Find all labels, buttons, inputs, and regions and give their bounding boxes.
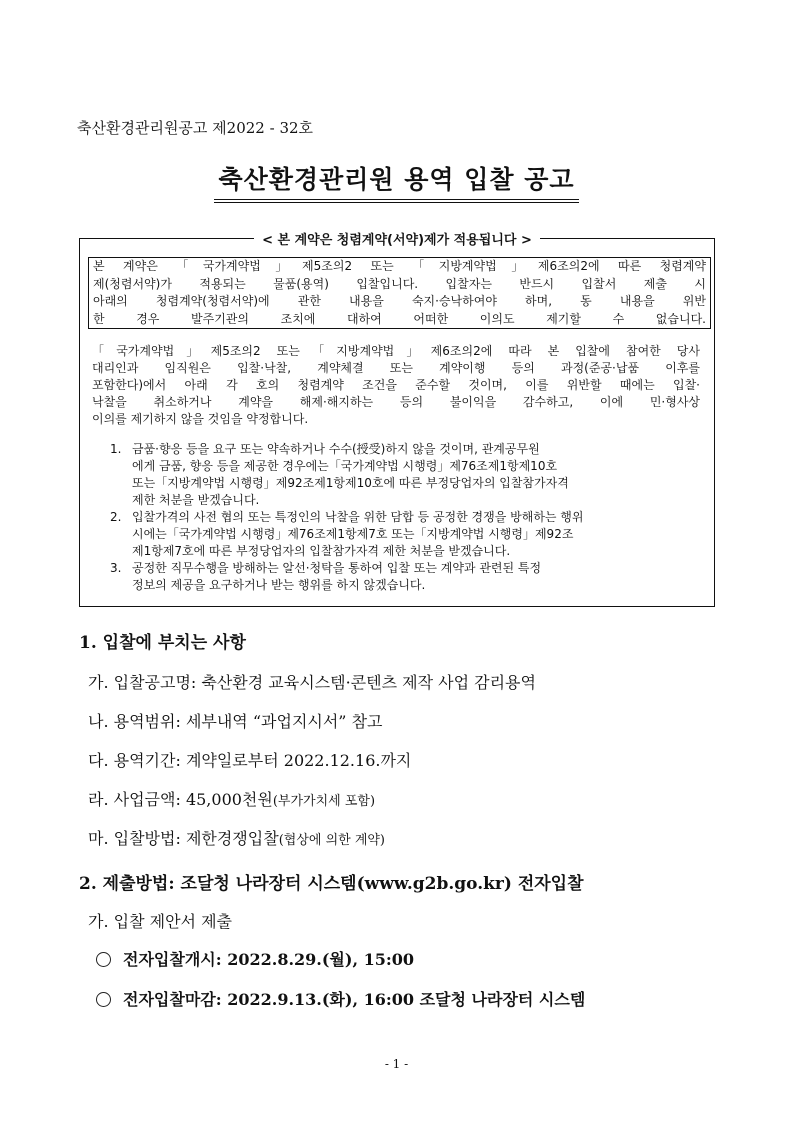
section-2-heading: 2. 제출방법: 조달청 나라장터 시스템(www.g2b.go.kr) 전자입찰: [79, 874, 584, 894]
pledge-item-number: 2.: [110, 510, 122, 524]
budget-value: 45,000천원: [185, 790, 273, 809]
proposal-submission-label: 가. 입찰 제안서 제출: [88, 912, 232, 931]
bid-title-row: [88, 670, 536, 693]
service-scope-value: 세부내역 “과업지시서” 참고: [185, 712, 383, 731]
pledge-item: [110, 560, 702, 594]
integrity-notice-line: 제(청렴서약)가 적용되는 물품(용역) 입찰입니다. 입찰자는 반드시 입찰서 제출 시: [93, 276, 706, 291]
integrity-notice-line: 한 경우 발주기관의 조치에 대하여 어떠한 이의도 제기할 수 없습니다.: [93, 311, 706, 326]
bid-close-item: [96, 987, 585, 1010]
bid-close-text: 전자입찰마감: 2022.9.13.(화), 16:00 조달청 나라장터 시스템: [123, 990, 586, 1009]
pledge-item-line: 입찰가격의 사전 협의 또는 특정인의 낙찰을 위한 담합 등 공정한 경쟁을 방해하는 행위: [132, 510, 584, 524]
integrity-box-heading: [80, 229, 714, 248]
integrity-notice-line: 본 계약은 「국가계약법」제5조의2 또는 「지방계약법」제6조의2에 따른 청렴계약: [93, 259, 706, 273]
bid-method-note: (협상에 의한 계약): [278, 833, 386, 848]
integrity-contract-box: [79, 233, 715, 607]
pledge-item-line: 또는「지방계약법 시행령」제92조제1항제10호에 따른 부정당업자의 입찰참가자격: [132, 476, 569, 490]
pledge-item-line: 시에는「국가계약법 시행령」제76조제1항제7호 또는「지방계약법 시행령」제92조: [132, 527, 574, 541]
service-scope-label: 나. 용역범위:: [88, 712, 186, 731]
pledge-item-line: 에게 금품, 향응 등을 제공한 경우에는「국가계약법 시행령」제76조제1항제10호: [132, 459, 558, 473]
pledge-item-number: 3.: [110, 561, 122, 575]
pledge-line: 이의를 제기하지 않을 것임을 약정합니다.: [92, 412, 309, 426]
pledge-line: 낙찰을 취소하거나 계약을 해제·해지하는 등의 불이익을 감수하고, 이에 민·형사상: [92, 395, 700, 409]
bid-title-label: 가. 입찰공고명:: [88, 673, 202, 692]
budget-row: [88, 787, 375, 810]
pledge-item-line: 제1항제7호에 따른 부정당업자의 입찰참가자격 제한 처분을 받겠습니다.: [132, 544, 511, 558]
budget-label: 라. 사업금액:: [88, 790, 186, 809]
circle-bullet-icon: [96, 952, 111, 967]
pledge-item-number: 1.: [110, 442, 122, 456]
integrity-pledge: [92, 343, 700, 428]
pledge-items: [110, 441, 702, 594]
service-period-row: [88, 748, 411, 771]
bid-open-text: 전자입찰개시: 2022.8.29.(월), 15:00: [123, 950, 415, 969]
service-scope-row: [88, 709, 383, 732]
circle-bullet-icon: [96, 992, 111, 1007]
bid-method-value: 제한경쟁입찰: [185, 829, 279, 848]
page-number: - 1 -: [384, 1057, 409, 1071]
integrity-box-heading-text: < 본 계약은 청렴계약(서약)제가 적용됩니다 >: [254, 233, 540, 248]
service-period-value: 계약일로부터 2022.12.16.까지: [185, 751, 412, 770]
title-wrap: [0, 166, 793, 203]
integrity-notice: [88, 257, 711, 329]
budget-note: (부가가치세 포함): [272, 794, 376, 809]
page-title: 축산환경관리원 용역 입찰 공고: [214, 166, 578, 203]
pledge-line: 포함한다)에서 아래 각 호의 청렴계약 조건을 준수할 것이며, 이를 위반할 때에는 입찰·: [92, 378, 700, 392]
bid-method-row: [88, 826, 385, 849]
pledge-line: 대리인과 임직원은 입찰·낙찰, 계약체결 또는 계약이행 등의 과정(준공·납품 이후를: [92, 361, 700, 375]
integrity-notice-line: 아래의 청렴계약(청렴서약)에 관한 내용을 숙지·승낙하여야 하며, 동 내용을 위반: [93, 294, 706, 308]
notice-number: 축산환경관리원공고 제2022 - 32호: [77, 119, 314, 137]
bid-open-item: [96, 947, 414, 970]
pledge-item: [110, 441, 702, 509]
pledge-item: [110, 509, 702, 560]
pledge-item-line: 공정한 직무수행을 방해하는 알선·청탁을 통하여 입찰 또는 계약과 관련된 특정: [132, 561, 542, 575]
section-1-heading: 1. 입찰에 부치는 사항: [79, 633, 246, 653]
bid-method-label: 마. 입찰방법:: [88, 829, 186, 848]
pledge-item-line: 제한 처분을 받겠습니다.: [132, 493, 260, 507]
bid-title-value: 축산환경 교육시스템·콘텐츠 제작 사업 감리용역: [201, 673, 536, 692]
pledge-item-line: 금품·향응 등을 요구 또는 약속하거나 수수(授受)하지 않을 것이며, 관계공무원: [132, 442, 540, 456]
pledge-line: 「국가계약법」제5조의2 또는「지방계약법」제6조의2에 따라 본 입찰에 참여한 당사: [92, 344, 700, 358]
pledge-item-line: 정보의 제공을 요구하거나 받는 행위를 하지 않겠습니다.: [132, 578, 426, 592]
service-period-label: 다. 용역기간:: [88, 751, 186, 770]
